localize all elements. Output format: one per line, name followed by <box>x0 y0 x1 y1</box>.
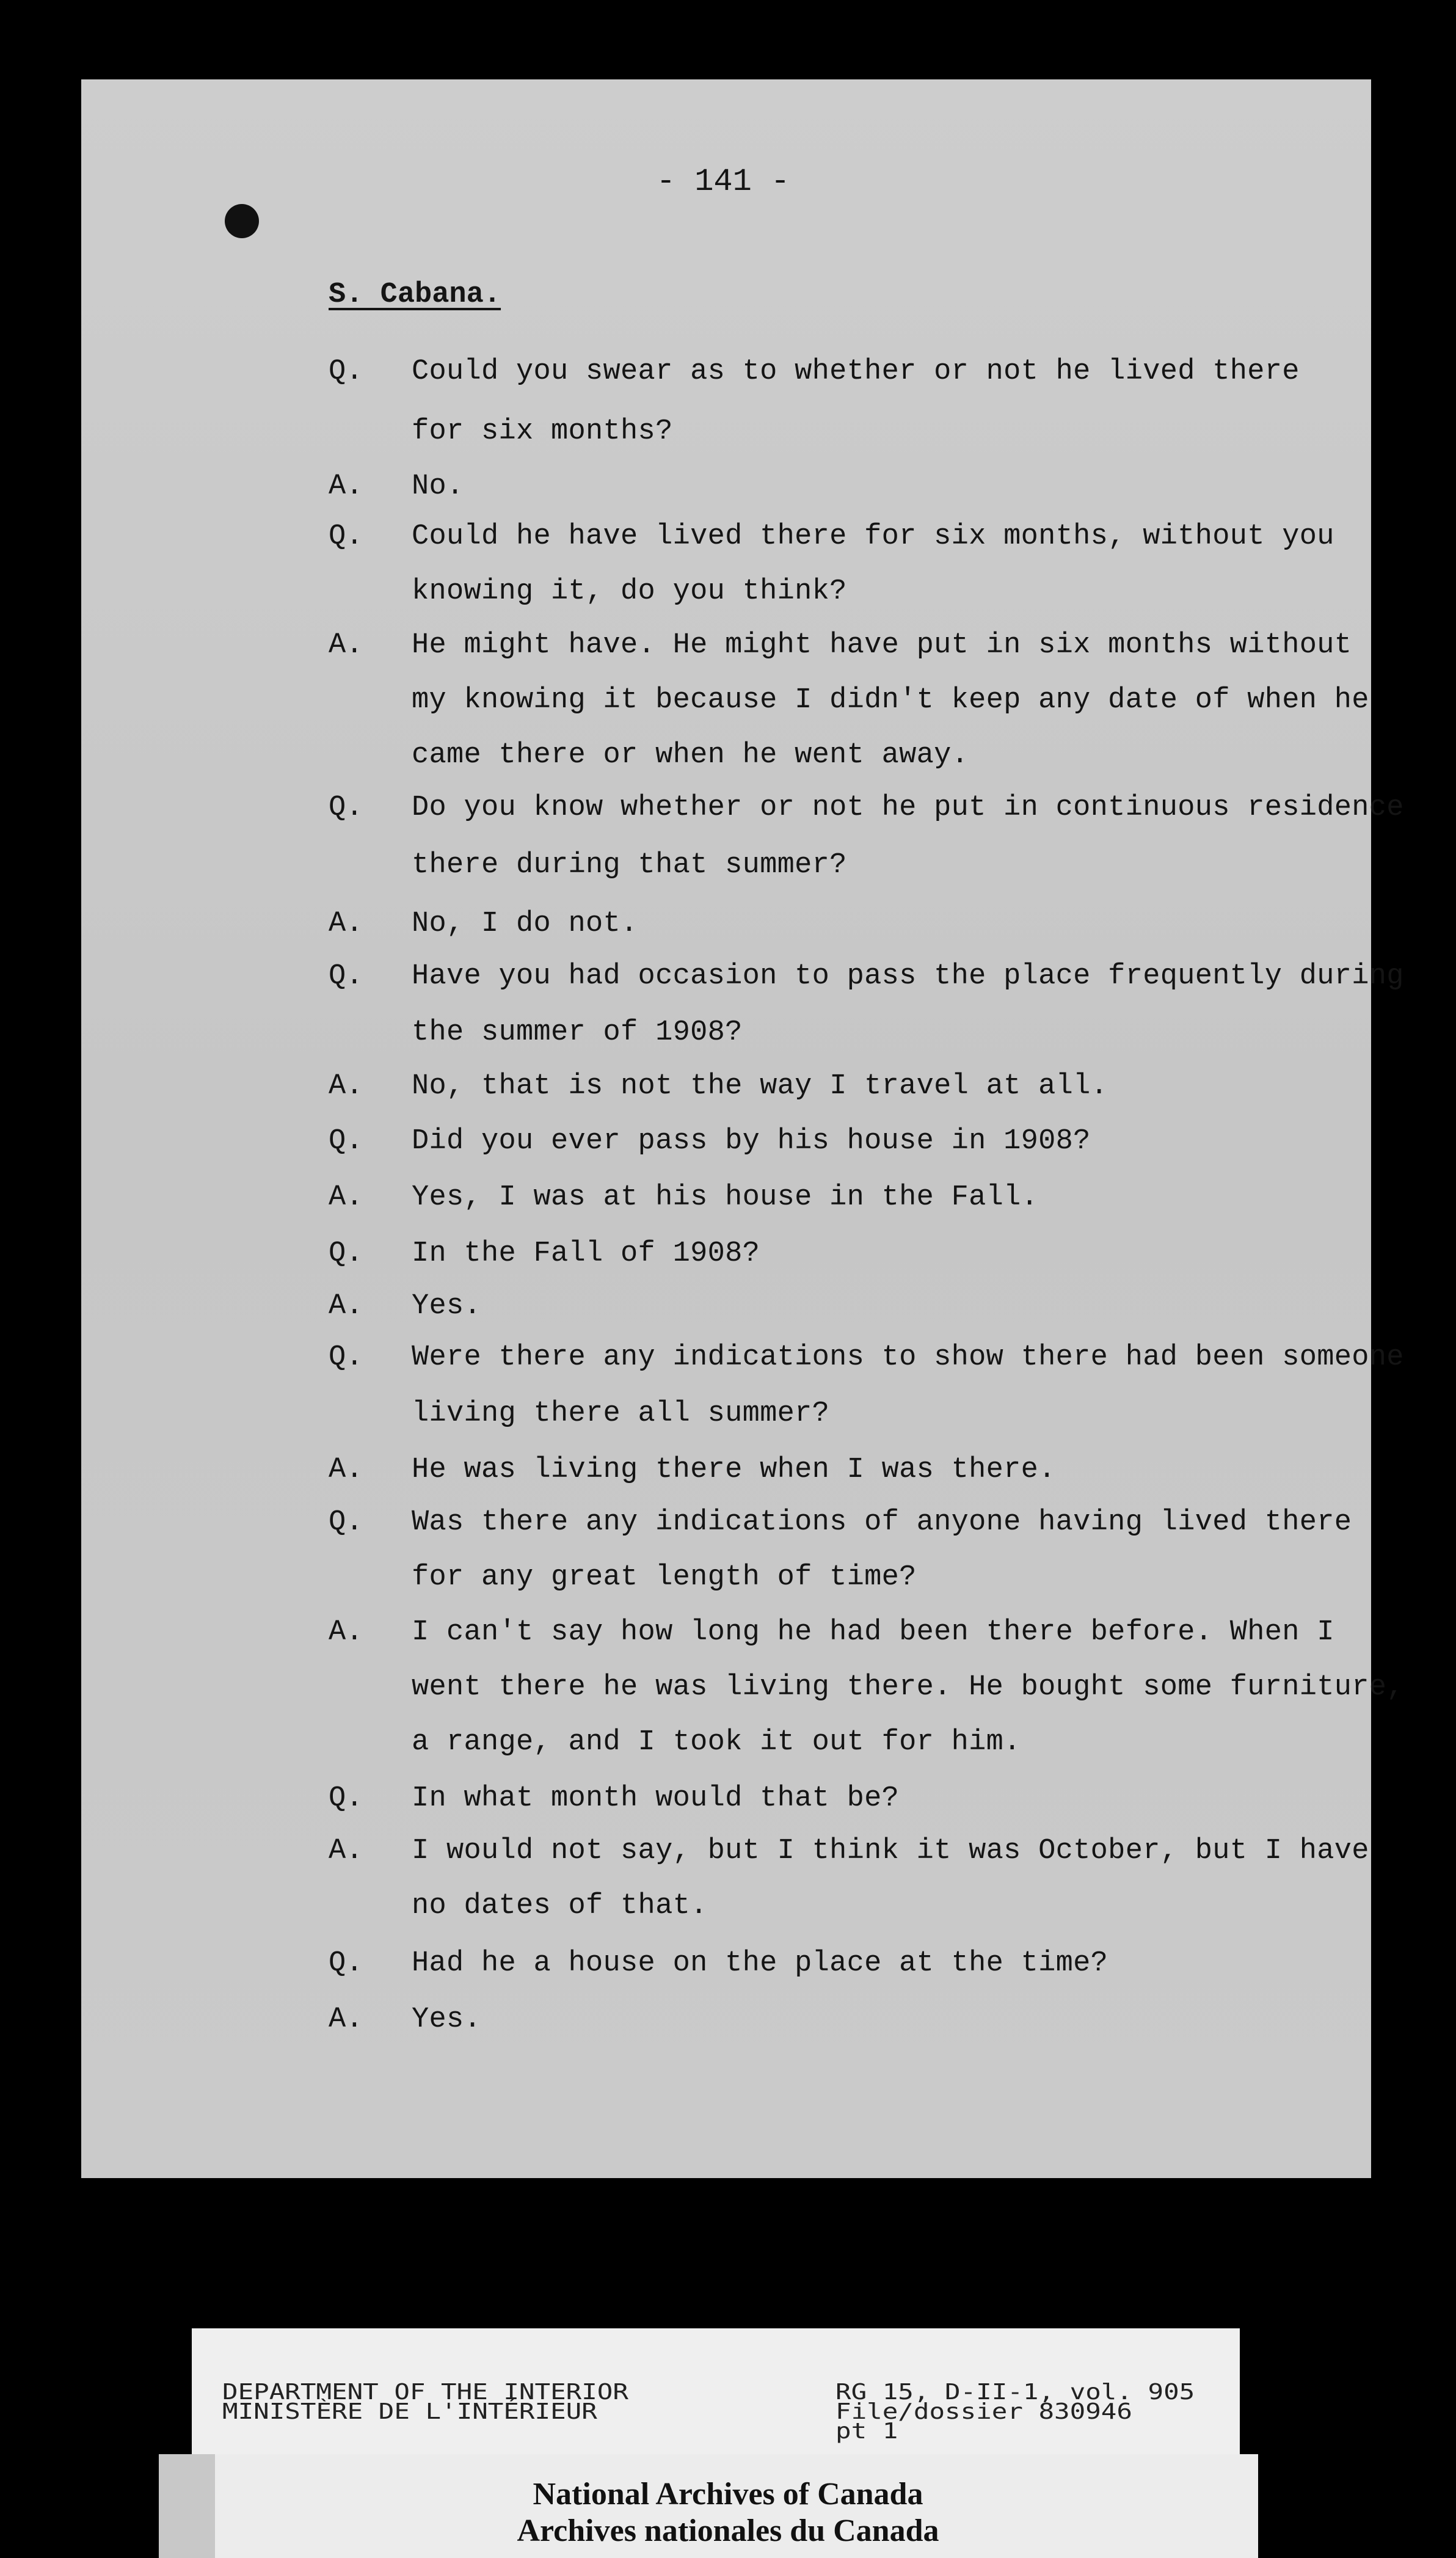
question-text-line: Were there any indications to show there had been someone <box>412 1341 1404 1374</box>
answer-text-line: Yes, I was at his house in the Fall. <box>412 1181 1039 1214</box>
question-text-line: In what month would that be? <box>412 1782 900 1815</box>
question-marker: Q. <box>329 792 363 824</box>
answer-text-line: He was living there when I was there. <box>412 1454 1056 1486</box>
question-text-line: Do you know whether or not he put in continuous residence <box>412 792 1404 824</box>
question-text-line: Have you had occasion to pass the place frequently during <box>412 960 1404 993</box>
answer-text-line: No, that is not the way I travel at all. <box>412 1070 1108 1102</box>
question-text-line: Was there any indications of anyone having lived there <box>412 1506 1352 1539</box>
question-text-line: for any great length of time? <box>412 1561 917 1594</box>
archive-name-french: Archives nationales du Canada <box>517 2513 939 2548</box>
question-marker: Q. <box>329 1782 363 1815</box>
answer-marker: A. <box>329 908 363 940</box>
answer-text-line: Yes. <box>412 2003 482 2036</box>
page-number <box>0 164 1456 200</box>
question-marker: Q. <box>329 355 363 388</box>
question-marker: Q. <box>329 1237 363 1270</box>
question-text-line: for six months? <box>412 415 673 448</box>
department-name-french: MINISTÈRE DE L'INTÉRIEUR <box>222 2399 597 2424</box>
answer-text-line: He might have. He might have put in six months without <box>412 629 1352 661</box>
question-text-line: the summer of 1908? <box>412 1016 743 1049</box>
question-text-line: Could he have lived there for six months, without you <box>412 520 1334 553</box>
answer-marker: A. <box>329 470 363 503</box>
question-marker: Q. <box>329 1125 363 1157</box>
file-reference: File/dossier 830946 <box>835 2399 1132 2424</box>
answer-text-line: no dates of that. <box>412 1890 708 1922</box>
question-text-line: knowing it, do you think? <box>412 575 847 608</box>
answer-marker: A. <box>329 1181 363 1214</box>
page-number-text: - 141 - <box>656 164 790 200</box>
question-text-line: Did you ever pass by his house in 1908? <box>412 1125 1091 1157</box>
question-text-line: there during that summer? <box>412 849 847 881</box>
question-text-line: Had he a house on the place at the time? <box>412 1947 1108 1980</box>
answer-text-line: I can't say how long he had been there before. When I <box>412 1616 1334 1649</box>
question-marker: Q. <box>329 1341 363 1374</box>
witness-heading: S. Cabana. <box>329 279 501 311</box>
answer-marker: A. <box>329 1454 363 1486</box>
archival-label <box>192 2328 1240 2454</box>
answer-text-line: went there he was living there. He bought some furniture, <box>412 1671 1404 1704</box>
question-marker: Q. <box>329 960 363 993</box>
answer-text-line: Yes. <box>412 1290 482 1322</box>
answer-text-line: No, I do not. <box>412 908 638 940</box>
answer-text-line: a range, and I took it out for him. <box>412 1726 1021 1758</box>
answer-marker: A. <box>329 629 363 661</box>
record-group-reference: RG 15, D-II-1, vol. 905 <box>835 2380 1195 2405</box>
archive-name-english: National Archives of Canada <box>533 2477 923 2512</box>
answer-text-line: No. <box>412 470 464 503</box>
answer-marker: A. <box>329 2003 363 2036</box>
department-name-english: DEPARTMENT OF THE INTERIOR <box>222 2380 628 2405</box>
part-reference: pt 1 <box>835 2419 898 2444</box>
answer-marker: A. <box>329 1290 363 1322</box>
answer-text-line: I would not say, but I think it was October, but I have <box>412 1835 1369 1867</box>
question-marker: Q. <box>329 1506 363 1539</box>
question-text-line: In the Fall of 1908? <box>412 1237 760 1270</box>
answer-marker: A. <box>329 1835 363 1867</box>
question-text-line: living there all summer? <box>412 1397 830 1430</box>
answer-marker: A. <box>329 1070 363 1102</box>
question-text-line: Could you swear as to whether or not he lived there <box>412 355 1300 388</box>
punch-hole <box>225 204 259 238</box>
question-marker: Q. <box>329 1947 363 1980</box>
question-marker: Q. <box>329 520 363 553</box>
answer-text-line: my knowing it because I didn't keep any date of when he <box>412 684 1369 716</box>
answer-marker: A. <box>329 1616 363 1649</box>
answer-text-line: came there or when he went away. <box>412 739 969 771</box>
